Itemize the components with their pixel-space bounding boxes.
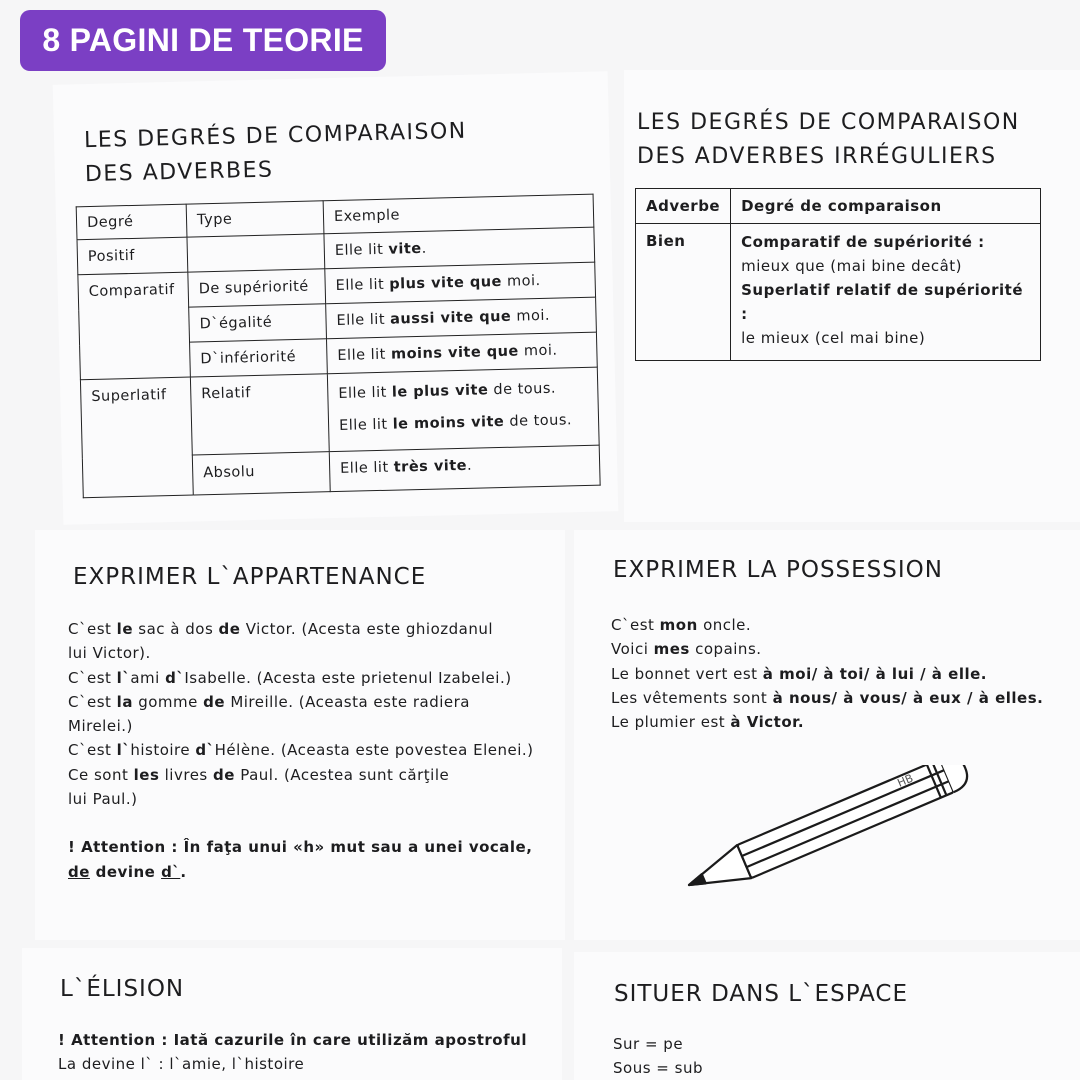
attention-note: ! Attention : Iată cazurile în care utilizăm apostroful	[58, 1031, 527, 1049]
example-cell: Elle lit très vite.	[329, 445, 600, 492]
comparison-table	[76, 194, 601, 499]
section-title: EXPRIMER LA POSSESSION	[613, 557, 943, 583]
page-appartenance	[35, 530, 565, 940]
section-title: L`ÉLISION	[60, 976, 185, 1002]
degre-cell: Positif	[77, 237, 188, 275]
table-row	[80, 367, 599, 458]
type-cell: D`égalité	[189, 304, 327, 342]
example-cell: Elle lit vite.	[324, 227, 595, 269]
section-title: SITUER DANS L`ESPACE	[614, 981, 909, 1007]
attention-note: ! Attention : În faţa unui «h» mut sau a unei vocale,	[68, 838, 533, 857]
text-line: lui Victor).	[68, 644, 151, 663]
page-espace	[574, 952, 1080, 1080]
section-title: LES DEGRÉS DE COMPARAISON DES ADVERBES	[83, 118, 468, 188]
text-line: C`est mon oncle.	[611, 616, 752, 634]
possession-text	[611, 613, 1043, 734]
example-cell: Elle lit plus vite que moi.	[325, 262, 596, 304]
pencil-icon	[679, 765, 999, 895]
comparison-cell: Comparatif de supériorité : mieux que (mai bine decât) Superlatif relatif de supériorité : le mieux (cel mai bine)	[731, 224, 1041, 361]
text-line: La devine l` : l`amie, l`histoire	[58, 1055, 305, 1074]
page-possession	[574, 530, 1080, 940]
text-line: Le plumier est à Victor.	[611, 713, 805, 732]
section-title: LES DEGRÉS DE COMPARAISON DES ADVERBES IRRÉGULIERS	[637, 110, 1020, 169]
text-line: Sous = sub	[613, 1059, 703, 1078]
page-irregular-adverbs	[624, 70, 1080, 522]
page-adverb-comparison	[53, 71, 619, 524]
text-line: C`est le sac à dos de Victor. (Acesta este ghiozdanul	[68, 620, 494, 638]
text-line: C`est la gomme de Mireille. (Aceasta este radiera	[68, 692, 470, 711]
page-count-badge: 8 PAGINI DE TEORIE	[20, 10, 386, 71]
header-degre: Degré	[76, 204, 187, 240]
adverb-cell: Bien	[636, 224, 731, 361]
pencil-label: HB	[895, 771, 916, 790]
header-adverbe: Adverbe	[636, 189, 731, 224]
table-header-row	[636, 189, 1041, 224]
type-cell: Absolu	[192, 452, 330, 495]
section-title: EXPRIMER L`APPARTENANCE	[73, 564, 427, 590]
header-degre-comparaison: Degré de comparaison	[731, 189, 1041, 224]
example-cell: Elle lit le plus vite de tous. Elle lit le moins vite de tous.	[327, 367, 599, 452]
text-line: Mirelei.)	[68, 717, 133, 736]
header-type: Type	[186, 201, 324, 237]
table-row	[636, 224, 1041, 361]
degre-cell: Comparatif	[78, 272, 191, 380]
text-line: lui Paul.)	[68, 790, 138, 809]
example-cell: Elle lit aussi vite que moi.	[326, 297, 597, 339]
text-line: Les vêtements sont à nous/ à vous/ à eux / à elles.	[611, 688, 1044, 707]
example-cell: Elle lit moins vite que moi.	[326, 332, 597, 374]
type-cell: Relatif	[190, 374, 329, 455]
appartenance-text	[68, 617, 534, 884]
type-cell: De supériorité	[188, 269, 326, 307]
type-cell	[187, 234, 325, 272]
espace-text	[613, 1032, 703, 1080]
page-elision	[22, 948, 562, 1080]
type-cell: D`infériorité	[190, 339, 328, 377]
text-line: C`est l`histoire d`Hélène. (Aceasta este povestea Elenei.)	[68, 741, 534, 760]
text-line: C`est l`ami d`Isabelle. (Acesta este prietenul Izabelei.)	[68, 668, 512, 687]
elision-text	[58, 1028, 527, 1077]
text-line: Ce sont les livres de Paul. (Acestea sunt cărţile	[68, 765, 450, 784]
degre-cell: Superlatif	[80, 377, 193, 498]
text-line: Sur = pe	[613, 1035, 684, 1053]
text-line: Le bonnet vert est à moi/ à toi/ à lui / à elle.	[611, 664, 987, 683]
text-line: Voici mes copains.	[611, 640, 762, 659]
irregular-table	[635, 188, 1041, 361]
header-exemple: Exemple	[323, 194, 594, 234]
attention-note: de devine d`.	[68, 862, 187, 881]
